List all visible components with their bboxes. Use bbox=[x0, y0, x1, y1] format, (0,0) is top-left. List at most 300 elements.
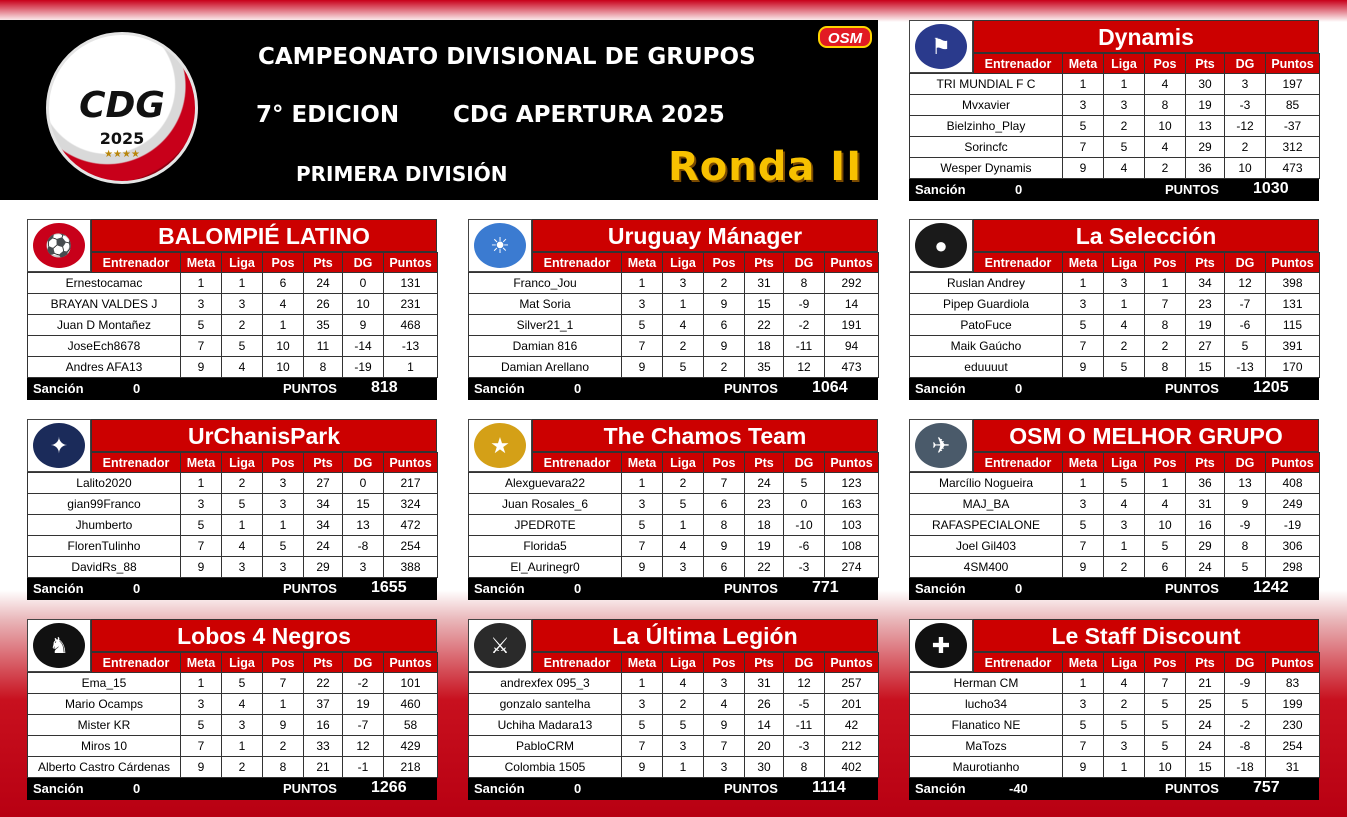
points-label: PUNTOS bbox=[724, 581, 778, 596]
team-card bbox=[27, 419, 437, 600]
coach-name: Alexguevara22 bbox=[469, 473, 622, 494]
team-name: The Chamos Team bbox=[532, 419, 878, 452]
team-footer bbox=[27, 378, 437, 400]
coach-name: Flanatico NE bbox=[910, 715, 1063, 736]
sanction-value: 0 bbox=[1015, 381, 1023, 396]
column-header: Puntos bbox=[825, 453, 879, 473]
stat-cell: 24 bbox=[745, 473, 784, 494]
coach-name: MAJ_BA bbox=[910, 494, 1063, 515]
table-row bbox=[28, 294, 438, 315]
column-header: Puntos bbox=[825, 253, 879, 273]
stat-cell: 8 bbox=[704, 515, 745, 536]
stat-cell: 4 bbox=[222, 694, 263, 715]
stat-cell: 3 bbox=[181, 294, 222, 315]
standings-table bbox=[27, 252, 438, 378]
stat-cell: 5 bbox=[1145, 694, 1186, 715]
stat-cell: 2 bbox=[1104, 694, 1145, 715]
stat-cell: 1 bbox=[663, 757, 704, 778]
sanction-label: Sanción bbox=[474, 781, 525, 796]
table-row bbox=[28, 494, 438, 515]
column-header: Pos bbox=[263, 653, 304, 673]
stat-cell: 22 bbox=[304, 673, 343, 694]
stat-cell: 131 bbox=[384, 273, 438, 294]
coach-name: Mario Ocamps bbox=[28, 694, 181, 715]
stat-cell: 7 bbox=[263, 673, 304, 694]
coach-name: PabloCRM bbox=[469, 736, 622, 757]
team-card bbox=[909, 219, 1319, 400]
stat-cell: 7 bbox=[1063, 536, 1104, 557]
stat-cell: 298 bbox=[1266, 557, 1320, 578]
team-footer bbox=[909, 378, 1319, 400]
logo-text: CDG bbox=[79, 85, 165, 126]
coach-name: Damian Arellano bbox=[469, 357, 622, 378]
table-row bbox=[28, 273, 438, 294]
stat-cell: 9 bbox=[704, 294, 745, 315]
column-header: Entrenador bbox=[533, 653, 622, 673]
stat-cell: 15 bbox=[1186, 757, 1225, 778]
coach-name: Ema_15 bbox=[28, 673, 181, 694]
table-row bbox=[910, 673, 1320, 694]
stat-cell: 10 bbox=[1145, 757, 1186, 778]
stat-cell: 9 bbox=[622, 757, 663, 778]
column-header: Pos bbox=[263, 253, 304, 273]
column-header: Meta bbox=[1063, 653, 1104, 673]
standings-table bbox=[468, 652, 879, 778]
stat-cell: 3 bbox=[1063, 494, 1104, 515]
table-row bbox=[28, 694, 438, 715]
table-row bbox=[469, 273, 879, 294]
stat-cell: 231 bbox=[384, 294, 438, 315]
header-spacer bbox=[910, 253, 974, 273]
team-footer bbox=[27, 778, 437, 800]
column-header: Entrenador bbox=[974, 453, 1063, 473]
logo-year: 2025 bbox=[99, 129, 145, 148]
team-footer bbox=[909, 179, 1319, 201]
stat-cell: 30 bbox=[745, 757, 784, 778]
table-row bbox=[28, 536, 438, 557]
stat-cell: 16 bbox=[304, 715, 343, 736]
stat-cell: -5 bbox=[784, 694, 825, 715]
coach-name: eduuuut bbox=[910, 357, 1063, 378]
points-total: 1655 bbox=[371, 579, 407, 596]
stat-cell: 9 bbox=[263, 715, 304, 736]
stat-cell: 1 bbox=[1063, 74, 1104, 95]
stat-cell: 3 bbox=[1225, 74, 1266, 95]
coach-name: FlorenTulinho bbox=[28, 536, 181, 557]
stat-cell: -9 bbox=[1225, 673, 1266, 694]
coach-name: Damian 816 bbox=[469, 336, 622, 357]
stat-cell: 5 bbox=[1104, 715, 1145, 736]
stat-cell: 20 bbox=[745, 736, 784, 757]
coach-name: Ruslan Andrey bbox=[910, 273, 1063, 294]
coach-name: Bielzinho_Play bbox=[910, 116, 1063, 137]
stat-cell: 34 bbox=[1186, 273, 1225, 294]
stat-cell: 5 bbox=[1063, 315, 1104, 336]
column-header: Meta bbox=[1063, 54, 1104, 74]
column-header: Liga bbox=[1104, 653, 1145, 673]
stat-cell: -12 bbox=[1225, 116, 1266, 137]
stat-cell: 34 bbox=[304, 515, 343, 536]
table-row bbox=[910, 715, 1320, 736]
column-header: Liga bbox=[1104, 453, 1145, 473]
team-name: Lobos 4 Negros bbox=[91, 619, 437, 652]
coach-name: Lalito2020 bbox=[28, 473, 181, 494]
column-header: DG bbox=[784, 653, 825, 673]
stat-cell: 4 bbox=[663, 536, 704, 557]
stat-cell: 5 bbox=[663, 494, 704, 515]
stat-cell: -19 bbox=[343, 357, 384, 378]
stat-cell: 5 bbox=[181, 315, 222, 336]
stat-cell: 9 bbox=[704, 536, 745, 557]
coach-name: Juan Rosales_6 bbox=[469, 494, 622, 515]
stat-cell: 12 bbox=[784, 673, 825, 694]
stat-cell: 9 bbox=[343, 315, 384, 336]
stat-cell: 212 bbox=[825, 736, 879, 757]
cdg-logo bbox=[46, 32, 198, 184]
stat-cell: 254 bbox=[1266, 736, 1320, 757]
coach-name: Herman CM bbox=[910, 673, 1063, 694]
stat-cell: 8 bbox=[263, 757, 304, 778]
coach-name: TRI MUNDIAL F C bbox=[910, 74, 1063, 95]
stat-cell: 5 bbox=[663, 357, 704, 378]
column-header: Pts bbox=[1186, 253, 1225, 273]
stat-cell: 391 bbox=[1266, 336, 1320, 357]
team-footer bbox=[468, 378, 878, 400]
sanction-value: 0 bbox=[1015, 581, 1023, 596]
stat-cell: 19 bbox=[343, 694, 384, 715]
stat-cell: 4 bbox=[1104, 158, 1145, 179]
emblem-icon: ☀ bbox=[474, 223, 526, 268]
stat-cell: 24 bbox=[1186, 715, 1225, 736]
stat-cell: 473 bbox=[1266, 158, 1320, 179]
team-name: OSM O MELHOR GRUPO bbox=[973, 419, 1319, 452]
stat-cell: 402 bbox=[825, 757, 879, 778]
stat-cell: 3 bbox=[663, 736, 704, 757]
standings-table bbox=[909, 652, 1320, 778]
table-header-row bbox=[910, 253, 1320, 273]
stat-cell: 0 bbox=[343, 473, 384, 494]
points-label: PUNTOS bbox=[724, 381, 778, 396]
stat-cell: 1 bbox=[263, 315, 304, 336]
stat-cell: 85 bbox=[1266, 95, 1320, 116]
table-row bbox=[28, 336, 438, 357]
table-row bbox=[910, 273, 1320, 294]
team-name: BALOMPIÉ LATINO bbox=[91, 219, 437, 252]
stat-cell: -37 bbox=[1266, 116, 1320, 137]
stat-cell: 8 bbox=[1145, 95, 1186, 116]
coach-name: Maurotianho bbox=[910, 757, 1063, 778]
banner-edition: 7° EDICION bbox=[256, 102, 400, 128]
stat-cell: 4 bbox=[222, 357, 263, 378]
points-label: PUNTOS bbox=[283, 781, 337, 796]
stat-cell: 29 bbox=[1186, 536, 1225, 557]
stat-cell: -2 bbox=[784, 315, 825, 336]
team-card bbox=[468, 219, 878, 400]
sanction-label: Sanción bbox=[33, 781, 84, 796]
stat-cell: 3 bbox=[663, 557, 704, 578]
emblem-icon: ✦ bbox=[33, 423, 85, 468]
stat-cell: 5 bbox=[1063, 515, 1104, 536]
column-header: Pos bbox=[704, 253, 745, 273]
table-row bbox=[910, 294, 1320, 315]
stat-cell: 1 bbox=[1063, 473, 1104, 494]
stat-cell: 408 bbox=[1266, 473, 1320, 494]
stat-cell: 13 bbox=[1225, 473, 1266, 494]
stat-cell: 468 bbox=[384, 315, 438, 336]
column-header: Meta bbox=[181, 253, 222, 273]
stat-cell: 33 bbox=[304, 736, 343, 757]
stat-cell: 5 bbox=[263, 536, 304, 557]
stat-cell: -3 bbox=[1225, 95, 1266, 116]
stat-cell: 5 bbox=[663, 715, 704, 736]
coach-name: gonzalo santelha bbox=[469, 694, 622, 715]
logo-stars: ★★★★ bbox=[104, 149, 140, 160]
stat-cell: 312 bbox=[1266, 137, 1320, 158]
stat-cell: 37 bbox=[304, 694, 343, 715]
stat-cell: 14 bbox=[745, 715, 784, 736]
table-row bbox=[910, 95, 1320, 116]
stat-cell: 3 bbox=[1104, 515, 1145, 536]
points-total: 1266 bbox=[371, 779, 407, 796]
table-row bbox=[469, 315, 879, 336]
sanction-value: 0 bbox=[1015, 182, 1023, 197]
stat-cell: 123 bbox=[825, 473, 879, 494]
column-header: Entrenador bbox=[974, 253, 1063, 273]
sanction-label: Sanción bbox=[915, 381, 966, 396]
stat-cell: 5 bbox=[622, 715, 663, 736]
stat-cell: 8 bbox=[784, 757, 825, 778]
standings-table bbox=[27, 652, 438, 778]
stat-cell: 1 bbox=[1104, 536, 1145, 557]
stat-cell: -3 bbox=[784, 736, 825, 757]
standings-table bbox=[468, 252, 879, 378]
stat-cell: -13 bbox=[1225, 357, 1266, 378]
standings-table bbox=[909, 53, 1320, 179]
team-name: Le Staff Discount bbox=[973, 619, 1319, 652]
stat-cell: 1 bbox=[384, 357, 438, 378]
table-row bbox=[910, 137, 1320, 158]
stat-cell: 1 bbox=[181, 673, 222, 694]
stat-cell: 7 bbox=[704, 736, 745, 757]
coach-name: andrexfex 095_3 bbox=[469, 673, 622, 694]
stat-cell: 8 bbox=[1225, 536, 1266, 557]
table-row bbox=[910, 494, 1320, 515]
team-card bbox=[909, 419, 1319, 600]
header-spacer bbox=[910, 653, 974, 673]
column-header: Pos bbox=[1145, 453, 1186, 473]
coach-name: El_Aurinegr0 bbox=[469, 557, 622, 578]
coach-name: Juan D Montañez bbox=[28, 315, 181, 336]
column-header: Pos bbox=[1145, 653, 1186, 673]
stat-cell: 1 bbox=[1063, 673, 1104, 694]
table-row bbox=[910, 757, 1320, 778]
stat-cell: 19 bbox=[1186, 95, 1225, 116]
team-card bbox=[468, 419, 878, 600]
column-header: Pts bbox=[1186, 453, 1225, 473]
column-header: DG bbox=[1225, 253, 1266, 273]
stat-cell: 9 bbox=[181, 557, 222, 578]
header-spacer bbox=[910, 54, 974, 74]
table-row bbox=[910, 515, 1320, 536]
table-row bbox=[469, 294, 879, 315]
team-name: La Selección bbox=[973, 219, 1319, 252]
stat-cell: 5 bbox=[1145, 736, 1186, 757]
emblem-icon: ⚽ bbox=[33, 223, 85, 268]
team-card bbox=[468, 619, 878, 800]
stat-cell: -6 bbox=[1225, 315, 1266, 336]
stat-cell: -10 bbox=[784, 515, 825, 536]
table-row bbox=[910, 357, 1320, 378]
team-name: UrChanisPark bbox=[91, 419, 437, 452]
stat-cell: 2 bbox=[222, 757, 263, 778]
stat-cell: -7 bbox=[343, 715, 384, 736]
column-header: Liga bbox=[222, 453, 263, 473]
stat-cell: 3 bbox=[263, 494, 304, 515]
table-header-row bbox=[469, 253, 879, 273]
stat-cell: 36 bbox=[1186, 158, 1225, 179]
coach-name: JPEDR0TE bbox=[469, 515, 622, 536]
stat-cell: 8 bbox=[1145, 315, 1186, 336]
stat-cell: 4 bbox=[1145, 74, 1186, 95]
table-header-row bbox=[910, 54, 1320, 74]
stat-cell: 2 bbox=[263, 736, 304, 757]
stat-cell: 29 bbox=[1186, 137, 1225, 158]
table-row bbox=[910, 536, 1320, 557]
banner-division: PRIMERA DIVISIÓN bbox=[296, 162, 508, 186]
coach-name: Uchiha Madara13 bbox=[469, 715, 622, 736]
column-header: Puntos bbox=[1266, 453, 1320, 473]
stat-cell: 10 bbox=[263, 336, 304, 357]
stat-cell: 1 bbox=[663, 294, 704, 315]
stat-cell: 1 bbox=[181, 473, 222, 494]
stat-cell: 1 bbox=[1104, 294, 1145, 315]
stat-cell: 2 bbox=[1145, 158, 1186, 179]
coach-name: Florida5 bbox=[469, 536, 622, 557]
stat-cell: 5 bbox=[181, 515, 222, 536]
stat-cell: 7 bbox=[1145, 673, 1186, 694]
table-header-row bbox=[469, 653, 879, 673]
stat-cell: 115 bbox=[1266, 315, 1320, 336]
points-total: 1064 bbox=[812, 379, 848, 396]
stat-cell: 30 bbox=[1186, 74, 1225, 95]
stat-cell: 3 bbox=[622, 694, 663, 715]
stat-cell: 1 bbox=[222, 736, 263, 757]
round-title: Ronda II bbox=[668, 144, 863, 190]
table-row bbox=[469, 736, 879, 757]
header-spacer bbox=[28, 453, 92, 473]
stat-cell: 23 bbox=[745, 494, 784, 515]
stat-cell: -7 bbox=[1225, 294, 1266, 315]
stat-cell: 31 bbox=[1186, 494, 1225, 515]
banner-tournament: CDG APERTURA 2025 bbox=[453, 102, 725, 128]
stat-cell: 94 bbox=[825, 336, 879, 357]
team-card bbox=[909, 20, 1319, 201]
table-header-row bbox=[910, 453, 1320, 473]
stat-cell: 1 bbox=[263, 694, 304, 715]
column-header: Liga bbox=[663, 253, 704, 273]
points-label: PUNTOS bbox=[283, 581, 337, 596]
stat-cell: 26 bbox=[304, 294, 343, 315]
coach-name: lucho34 bbox=[910, 694, 1063, 715]
stat-cell: 2 bbox=[663, 694, 704, 715]
points-total: 771 bbox=[812, 579, 839, 596]
stat-cell: 6 bbox=[704, 557, 745, 578]
stat-cell: 191 bbox=[825, 315, 879, 336]
stat-cell: 2 bbox=[222, 473, 263, 494]
stat-cell: 3 bbox=[622, 294, 663, 315]
coach-name: Jhumberto bbox=[28, 515, 181, 536]
column-header: Entrenador bbox=[533, 453, 622, 473]
stat-cell: 217 bbox=[384, 473, 438, 494]
stat-cell: 0 bbox=[784, 494, 825, 515]
header-spacer bbox=[910, 453, 974, 473]
emblem-icon: ● bbox=[915, 223, 967, 268]
stat-cell: 7 bbox=[622, 736, 663, 757]
stat-cell: 22 bbox=[745, 315, 784, 336]
osm-badge: OSM bbox=[818, 26, 872, 48]
coach-name: Pipep Guardiola bbox=[910, 294, 1063, 315]
stat-cell: 2 bbox=[663, 473, 704, 494]
sanction-value: 0 bbox=[133, 781, 141, 796]
stat-cell: 101 bbox=[384, 673, 438, 694]
banner-title: CAMPEONATO DIVISIONAL DE GRUPOS bbox=[258, 44, 756, 70]
table-row bbox=[910, 694, 1320, 715]
stat-cell: 2 bbox=[1225, 137, 1266, 158]
column-header: Pts bbox=[745, 453, 784, 473]
sanction-label: Sanción bbox=[915, 182, 966, 197]
stat-cell: 2 bbox=[1104, 336, 1145, 357]
table-header-row bbox=[469, 453, 879, 473]
coach-name: Silver21_1 bbox=[469, 315, 622, 336]
emblem-icon: ✚ bbox=[915, 623, 967, 668]
points-label: PUNTOS bbox=[1165, 381, 1219, 396]
column-header: DG bbox=[784, 453, 825, 473]
team-card bbox=[27, 219, 437, 400]
points-total: 1030 bbox=[1253, 180, 1289, 197]
stat-cell: 35 bbox=[304, 315, 343, 336]
sanction-label: Sanción bbox=[915, 581, 966, 596]
stat-cell: 3 bbox=[704, 673, 745, 694]
coach-name: Miros 10 bbox=[28, 736, 181, 757]
stat-cell: -13 bbox=[384, 336, 438, 357]
coach-name: Ernestocamac bbox=[28, 273, 181, 294]
stat-cell: 5 bbox=[1225, 694, 1266, 715]
stat-cell: 15 bbox=[1186, 357, 1225, 378]
table-row bbox=[469, 515, 879, 536]
team-footer bbox=[27, 578, 437, 600]
stat-cell: -11 bbox=[784, 336, 825, 357]
stat-cell: 3 bbox=[222, 294, 263, 315]
stat-cell: 4 bbox=[1104, 673, 1145, 694]
column-header: Puntos bbox=[825, 653, 879, 673]
stat-cell: 1 bbox=[222, 273, 263, 294]
team-card bbox=[27, 619, 437, 800]
column-header: Puntos bbox=[1266, 54, 1320, 74]
stat-cell: 306 bbox=[1266, 536, 1320, 557]
stat-cell: 6 bbox=[1145, 557, 1186, 578]
sanction-label: Sanción bbox=[915, 781, 966, 796]
column-header: Entrenador bbox=[974, 653, 1063, 673]
stat-cell: 1 bbox=[1063, 273, 1104, 294]
stat-cell: 1 bbox=[1145, 473, 1186, 494]
points-label: PUNTOS bbox=[283, 381, 337, 396]
team-name: Dynamis bbox=[973, 20, 1319, 53]
column-header: Puntos bbox=[384, 453, 438, 473]
stat-cell: 7 bbox=[1145, 294, 1186, 315]
column-header: Puntos bbox=[1266, 653, 1320, 673]
stat-cell: 22 bbox=[745, 557, 784, 578]
stat-cell: 1 bbox=[622, 673, 663, 694]
